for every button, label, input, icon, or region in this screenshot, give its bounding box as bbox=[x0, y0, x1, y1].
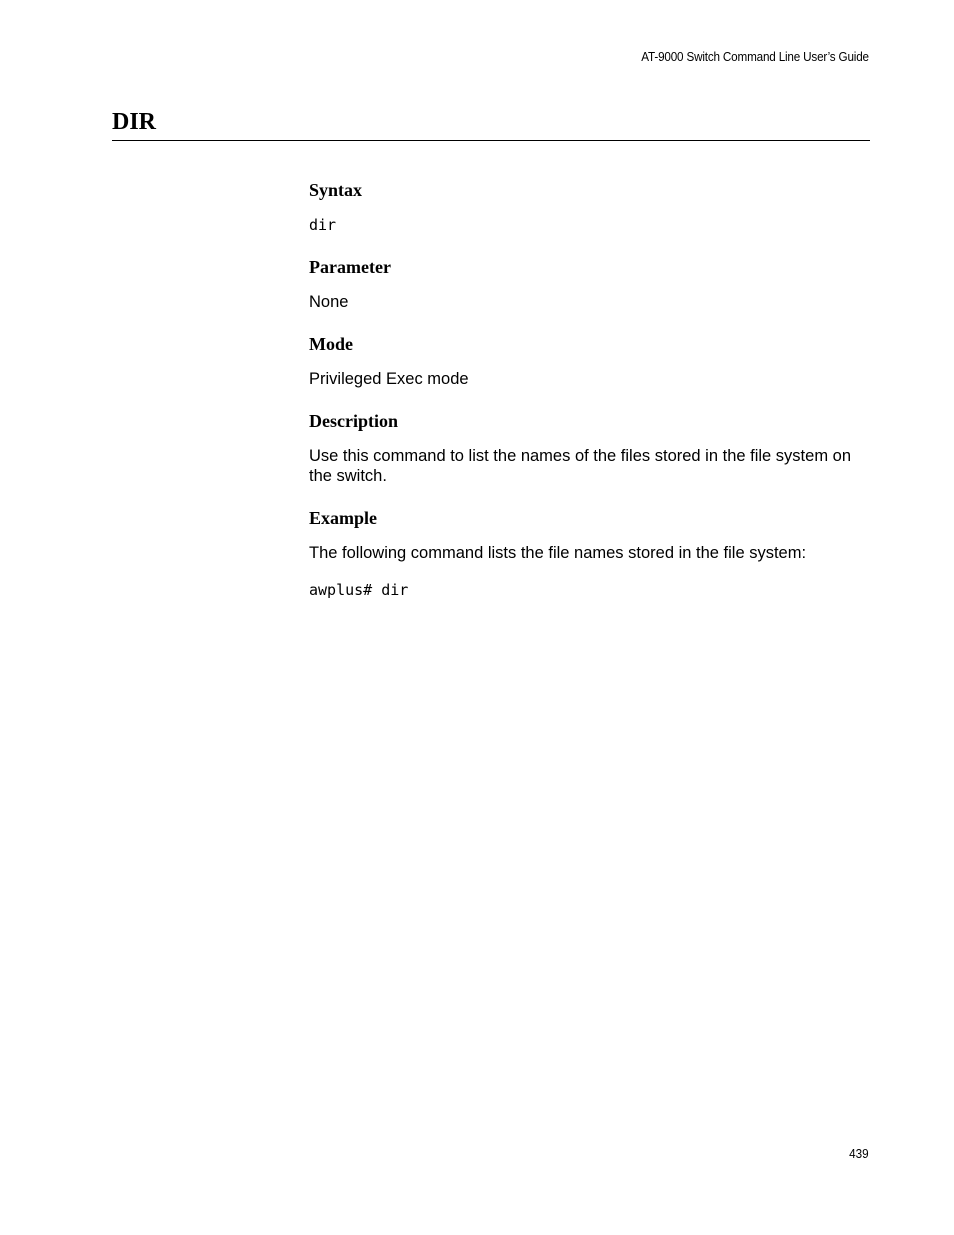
syntax-heading: Syntax bbox=[309, 180, 363, 200]
command-content bbox=[309, 178, 871, 600]
description-text: Use this command to list the names of the files stored in the file system on the switch. bbox=[309, 447, 851, 485]
parameter-heading: Parameter bbox=[309, 257, 391, 277]
page-title: DIR bbox=[112, 109, 157, 135]
example-text: The following command lists the file names stored in the file system: bbox=[309, 544, 807, 562]
description-heading: Description bbox=[309, 411, 398, 431]
mode-section bbox=[309, 332, 871, 409]
description-section bbox=[309, 409, 871, 506]
parameter-text: None bbox=[309, 293, 349, 311]
title-divider bbox=[112, 140, 870, 141]
example-heading: Example bbox=[309, 508, 378, 528]
running-header: AT-9000 Switch Command Line User’s Guide bbox=[641, 49, 869, 64]
syntax-section bbox=[309, 178, 871, 255]
mode-text: Privileged Exec mode bbox=[309, 370, 469, 388]
example-section bbox=[309, 506, 871, 600]
page-number: 439 bbox=[849, 1146, 869, 1161]
syntax-code: dir bbox=[309, 216, 337, 234]
example-code: awplus# dir bbox=[309, 581, 409, 599]
parameter-section bbox=[309, 255, 871, 332]
mode-heading: Mode bbox=[309, 334, 353, 354]
